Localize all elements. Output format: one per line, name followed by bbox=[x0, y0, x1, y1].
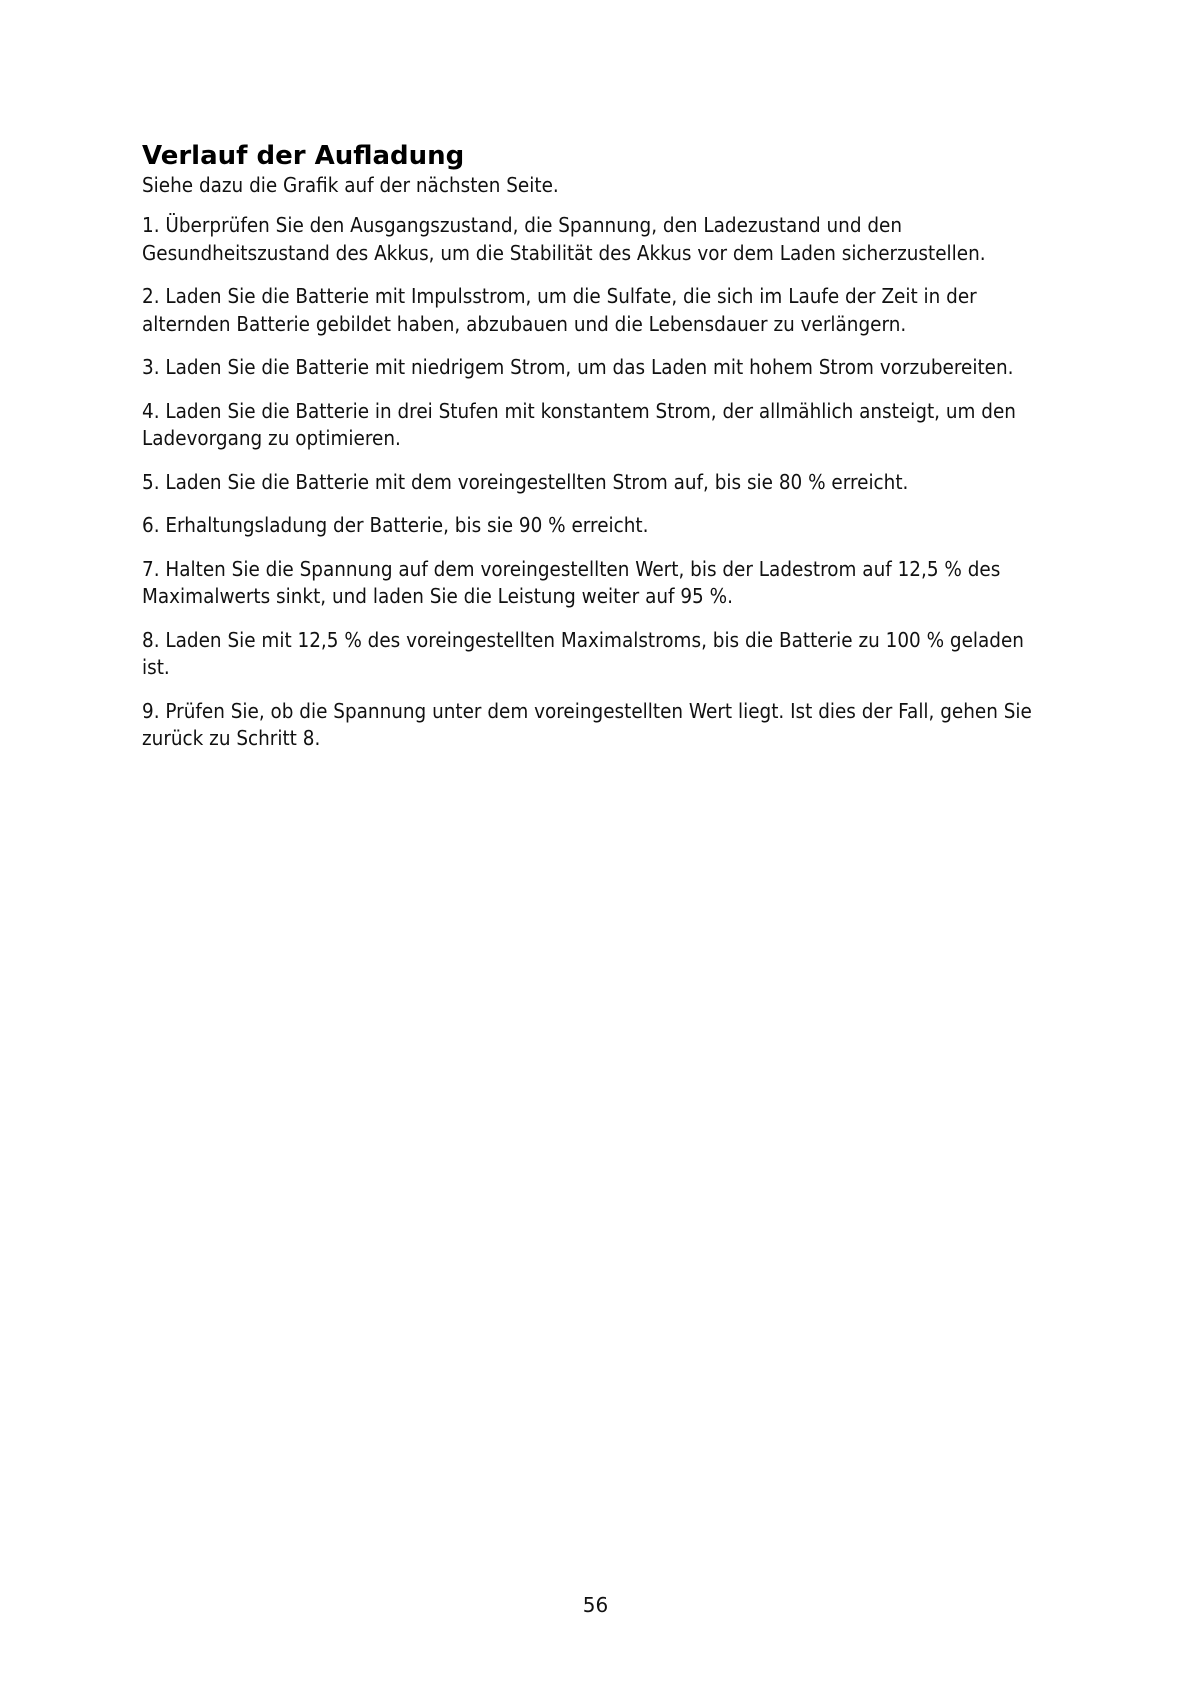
list-item-step-4: 4. Laden Sie die Batterie in drei Stufen mit konstantem Strom, der allmählich ansteigt, um den Ladevorgang zu optimieren. bbox=[142, 398, 1016, 450]
intro-text: Siehe dazu die Grafik auf der nächsten Seite. bbox=[142, 173, 559, 197]
page-number: 56 bbox=[582, 1593, 609, 1617]
list-item-step-2: 2. Laden Sie die Batterie mit Impulsstrom, um die Sulfate, die sich im Laufe der Zeit in der alternden Batterie gebildet haben, abzubauen und die Lebensdauer zu verlängern. bbox=[142, 284, 977, 336]
list-item-step-7: 7. Halten Sie die Spannung auf dem voreingestellten Wert, bis der Ladestrom auf 12,5 % des Maximalwerts sinkt, und laden Sie die Leistung weiter auf 95 %. bbox=[142, 556, 1001, 608]
section-heading: Verlauf der Aufladung bbox=[142, 141, 465, 171]
list-item-step-1: 1. Überprüfen Sie den Ausgangszustand, die Spannung, den Ladezustand und den Gesundheitszustand des Akkus, um die Stabilität des Akkus vor dem Laden sicherzustellen. bbox=[142, 213, 986, 265]
list-item-step-6: 6. Erhaltungsladung der Batterie, bis sie 90 % erreicht. bbox=[142, 513, 649, 537]
list-item-step-5: 5. Laden Sie die Batterie mit dem voreingestellten Strom auf, bis sie 80 % erreicht. bbox=[142, 469, 909, 494]
list-item-step-8: 8. Laden Sie mit 12,5 % des voreingestellten Maximalstroms, bis die Batterie zu 100 % geladen ist. bbox=[142, 627, 1024, 679]
step-list bbox=[142, 212, 1057, 753]
list-item-step-9: 9. Prüfen Sie, ob die Spannung unter dem voreingestellten Wert liegt. Ist dies der Fall, gehen Sie zurück zu Schritt 8. bbox=[142, 698, 1032, 750]
document-body bbox=[142, 140, 1057, 769]
list-item-step-3: 3. Laden Sie die Batterie mit niedrigem Strom, um das Laden mit hohem Strom vorzubereiten. bbox=[142, 355, 1014, 379]
